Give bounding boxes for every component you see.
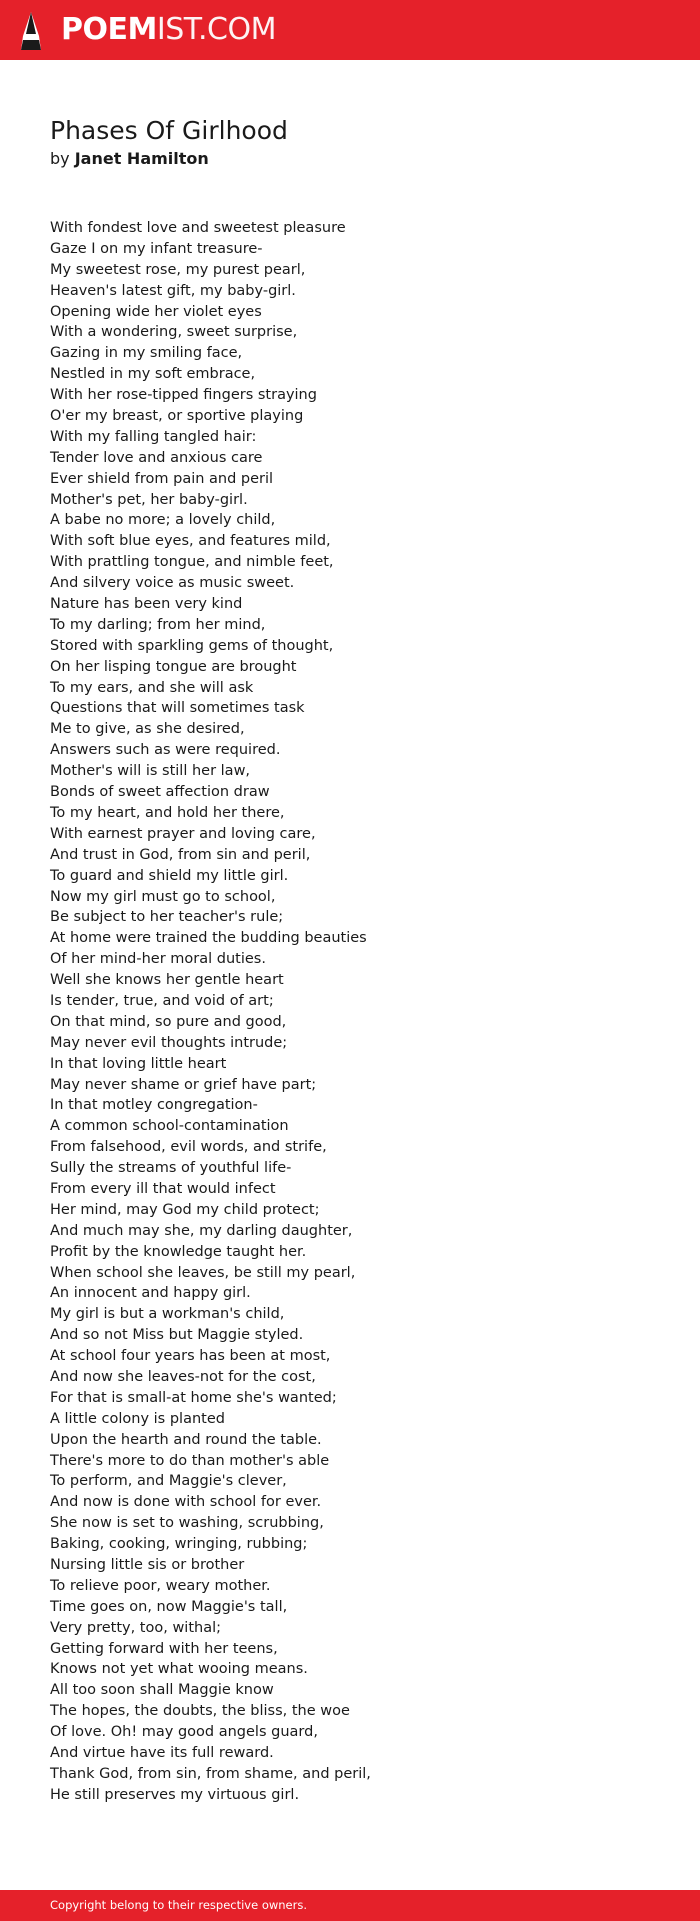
poem-line: My girl is but a workman's child, [50, 1306, 285, 1323]
by-label: by [50, 149, 70, 168]
poem-line: With earnest prayer and loving care, [50, 825, 316, 842]
poem-line: To my ears, and she will ask [50, 679, 254, 696]
poem-line: Knows not yet what wooing means. [50, 1661, 308, 1678]
poem-line: Gaze I on my infant treasure- [50, 240, 263, 257]
poem-line: He still preserves my virtuous girl. [50, 1786, 300, 1803]
poem-line: Is tender, true, and void of art; [50, 992, 274, 1009]
poem-line: To relieve poor, weary mother. [50, 1577, 271, 1594]
poem-line: In that motley congregation- [50, 1097, 258, 1114]
site-footer [0, 1890, 700, 1921]
poem-line: With a wondering, sweet surprise, [50, 324, 298, 341]
poem-line: Answers such as were required. [50, 742, 281, 759]
poem-line: Thank God, from sin, from shame, and peril, [50, 1765, 371, 1782]
poem-line: From every ill that would infect [50, 1180, 276, 1197]
poem-line: Of love. Oh! may good angels guard, [50, 1724, 318, 1741]
quill-nib-icon[interactable] [18, 11, 44, 51]
brand-bold-text: POEM [61, 12, 157, 47]
copyright-notice: Copyright belong to their respective owners. [50, 1898, 308, 1912]
poem-line: Me to give, as she desired, [50, 721, 245, 738]
poem-line: And now she leaves-not for the cost, [50, 1368, 316, 1385]
poem-line: Very pretty, too, withal; [50, 1619, 222, 1636]
poem-line: A little colony is planted [50, 1410, 225, 1427]
poem-line: Nursing little sis or brother [50, 1557, 245, 1573]
poem-line: Nature has been very kind [50, 596, 243, 613]
poem-line: Mother's will is still her law, [50, 763, 251, 780]
poem-line: A babe no more; a lovely child, [50, 512, 276, 529]
poem-line: The hopes, the doubts, the bliss, the woe [50, 1703, 350, 1720]
poem-line: And virtue have its full reward. [50, 1745, 274, 1762]
poem-line: May never evil thoughts intrude; [50, 1034, 288, 1051]
poem-line: With soft blue eyes, and features mild, [50, 533, 331, 550]
poem-line: Now my girl must go to school, [50, 888, 276, 905]
poem-line: Tender love and anxious care [50, 449, 263, 466]
poem-line: In that loving little heart [50, 1055, 227, 1072]
poem-line: Sully the streams of youthful life- [50, 1160, 292, 1177]
poem-line: Opening wide her violet eyes [50, 303, 262, 320]
poem-line: To my heart, and hold her there, [50, 804, 285, 821]
poem-line: Getting forward with her teens, [50, 1640, 278, 1657]
poem-line: She now is set to washing, scrubbing, [50, 1515, 324, 1532]
poem-line: A common school-contamination [50, 1118, 289, 1135]
brand-light-text: IST.COM [156, 12, 276, 47]
poem-line: From falsehood, evil words, and strife, [50, 1139, 327, 1156]
site-logo-link[interactable] [61, 13, 276, 47]
poem-line: Well she knows her gentle heart [50, 972, 284, 989]
poem-line: To guard and shield my little girl. [50, 867, 289, 884]
poem-line: With my falling tangled hair: [50, 428, 257, 445]
poem-line: To my darling; from her mind, [50, 616, 266, 633]
poem-line: On her lisping tongue are brought [50, 658, 297, 675]
poem-line: And so not Miss but Maggie styled. [50, 1327, 304, 1344]
poem-line: May never shame or grief have part; [50, 1076, 317, 1093]
poem-line: Ever shield from pain and peril [50, 470, 274, 487]
poem-line: All too soon shall Maggie know [50, 1682, 274, 1699]
poem-line: Mother's pet, her baby-girl. [50, 491, 248, 508]
poem-line: With her rose-tipped fingers straying [50, 387, 317, 404]
poem-line: Upon the hearth and round the table. [50, 1431, 322, 1448]
poem-line: An innocent and happy girl. [50, 1285, 251, 1302]
poem-line: Questions that will sometimes task [50, 700, 305, 717]
poem-line: At home were trained the budding beauties [50, 930, 367, 947]
poem-line: Heaven's latest gift, my baby-girl. [50, 282, 296, 299]
poem-title: Phases Of Girlhood [50, 116, 288, 145]
author-name: Janet Hamilton [74, 149, 209, 168]
poem-line: Gazing in my smiling face, [50, 345, 243, 362]
byline [50, 148, 209, 170]
poem-line: For that is small-at home she's wanted; [50, 1389, 337, 1406]
poem-body [50, 218, 670, 1806]
poem-line: My sweetest rose, my purest pearl, [50, 261, 306, 278]
poem-line: And trust in God, from sin and peril, [50, 846, 311, 863]
poem-line: With prattling tongue, and nimble feet, [50, 554, 334, 571]
poem-line: To perform, and Maggie's clever, [50, 1473, 287, 1490]
poem-line: Time goes on, now Maggie's tall, [50, 1598, 288, 1615]
poem-line: Nestled in my soft embrace, [50, 366, 256, 383]
poem-line: And much may she, my darling daughter, [50, 1222, 353, 1239]
poem-line: Stored with sparkling gems of thought, [50, 637, 334, 654]
poem-line: And silvery voice as music sweet. [50, 575, 295, 592]
poem-line: Her mind, may God my child protect; [50, 1201, 320, 1218]
poem-line: With fondest love and sweetest pleasure [50, 220, 346, 236]
poem-line: Baking, cooking, wringing, rubbing; [50, 1536, 308, 1553]
poem-line: Of her mind-her moral duties. [50, 951, 266, 968]
poem-line: Be subject to her teacher's rule; [50, 909, 284, 926]
poem-line: When school she leaves, be still my pearl, [50, 1264, 356, 1281]
poem-line: On that mind, so pure and good, [50, 1013, 287, 1030]
poem-line: At school four years has been at most, [50, 1348, 331, 1365]
poem-line: And now is done with school for ever. [50, 1494, 322, 1511]
poem-line: O'er my breast, or sportive playing [50, 408, 304, 425]
poem-line: There's more to do than mother's able [50, 1452, 330, 1469]
site-header [0, 0, 700, 60]
poem-line: Bonds of sweet affection draw [50, 784, 270, 801]
poem-line: Profit by the knowledge taught her. [50, 1243, 307, 1260]
